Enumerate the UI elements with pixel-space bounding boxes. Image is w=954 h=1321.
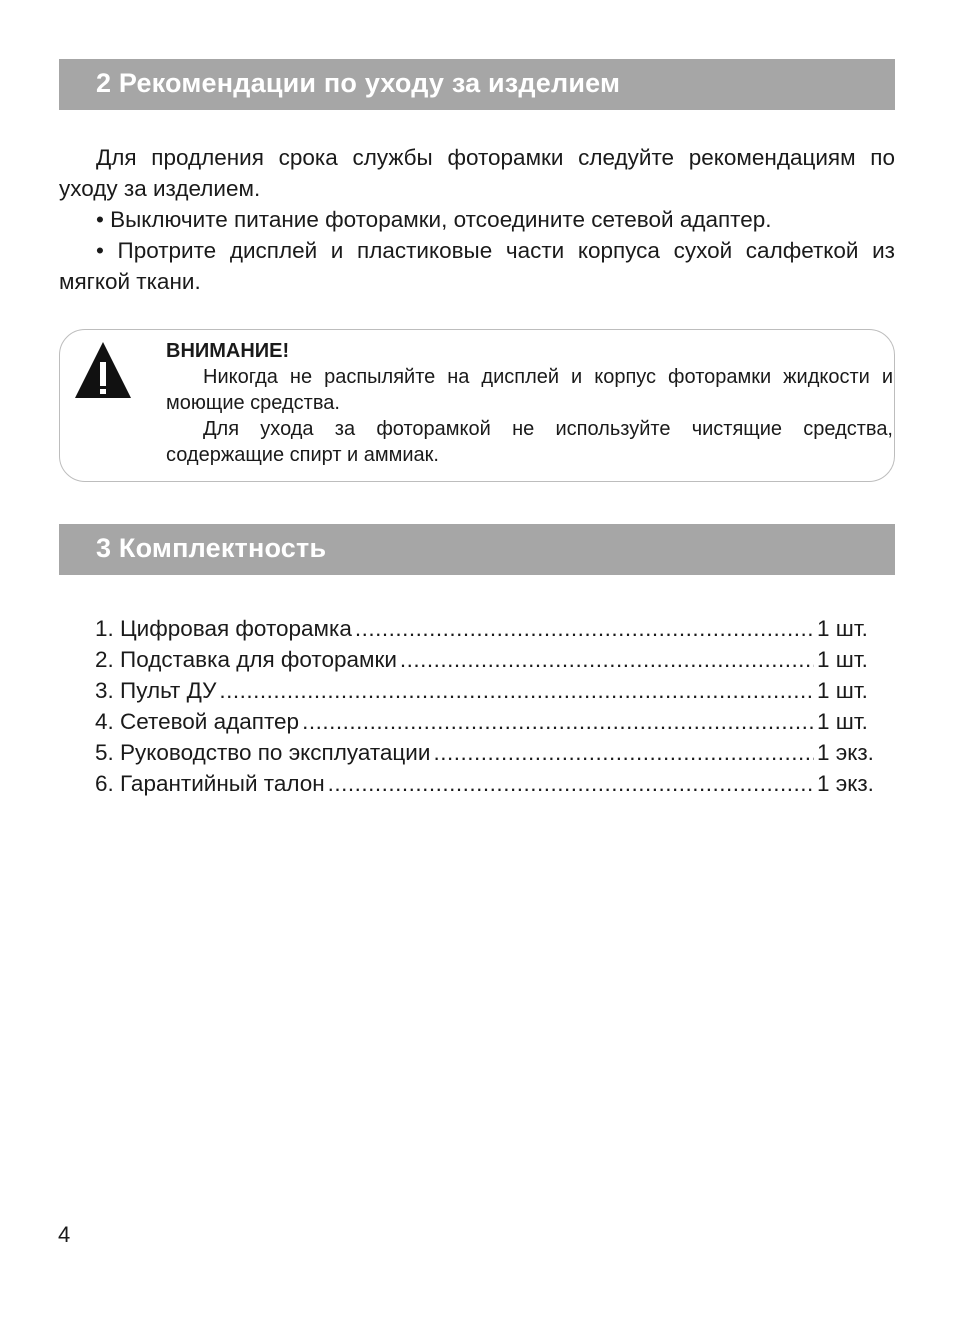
care-bullet: • Протрите дисплей и пластиковые части корпуса сухой салфеткой из мягкой ткани. <box>59 238 895 294</box>
item-qty: 1 шт. <box>817 678 868 703</box>
section-2-title: 2 Рекомендации по уходу за изделием <box>96 68 621 98</box>
section-2-header <box>59 59 895 110</box>
care-instructions <box>59 142 895 297</box>
item-qty: 1 шт. <box>817 647 868 672</box>
warning-text: Никогда не распыляйте на дисплей и корпус фоторамки жидкости и моющие средства. <box>166 366 893 414</box>
item-qty: 1 экз. <box>817 771 874 796</box>
warning-box <box>59 329 895 482</box>
care-intro: Для продления срока службы фоторамки следуйте рекомендациям по уходу за изделием. <box>59 145 895 201</box>
item-name: 3. Пульт ДУ <box>95 678 217 703</box>
item-name: 2. Подставка для фоторамки <box>95 647 397 672</box>
item-qty: 1 шт. <box>817 709 868 734</box>
item-name: 4. Сетевой адаптер <box>95 709 300 734</box>
care-bullet: • Выключите питание фоторамки, отсоедините сетевой адаптер. <box>96 207 772 232</box>
package-contents-list <box>95 613 881 799</box>
warning-triangle-icon <box>75 342 131 398</box>
list-item <box>95 613 881 644</box>
page-number: 4 <box>58 1222 71 1247</box>
list-item <box>95 675 881 706</box>
item-name: 1. Цифровая фоторамка <box>95 616 352 641</box>
item-qty: 1 шт. <box>817 616 868 641</box>
item-name: 6. Гарантийный талон <box>95 771 325 796</box>
list-item <box>95 706 881 737</box>
item-qty: 1 экз. <box>817 740 874 765</box>
warning-text: Для ухода за фоторамкой не используйте чистящие средства, содержащие спирт и аммиак. <box>166 418 893 466</box>
list-item <box>95 644 881 675</box>
section-3-header <box>59 524 895 575</box>
list-item <box>95 768 881 799</box>
warning-heading: ВНИМАНИЕ! <box>166 340 290 362</box>
list-item <box>95 737 881 768</box>
section-3-title: 3 Комплектность <box>96 533 327 563</box>
item-name: 5. Руководство по эксплуатации <box>95 740 431 765</box>
